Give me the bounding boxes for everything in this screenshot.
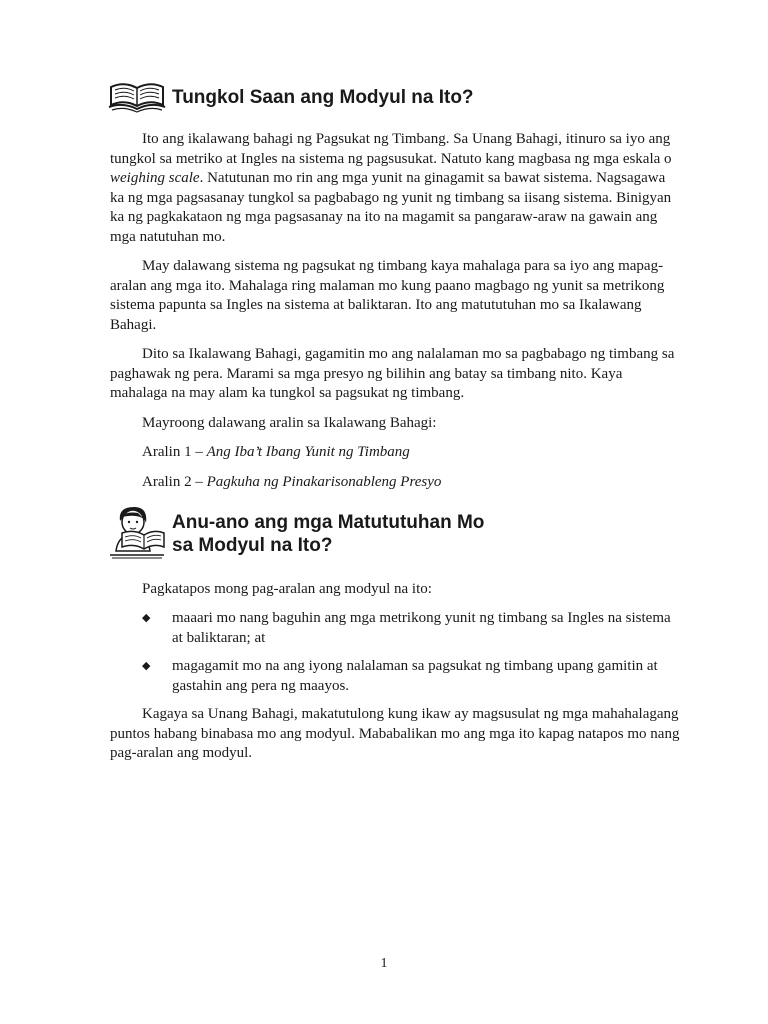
paragraph-2: May dalawang sistema ng pagsukat ng timbang kaya mahalaga para sa iyo ang mapag-aralan ang mga ito. Mahalaga ring malaman mo kung paano magbago ng yunit sa metrikong sistema papunta sa Ingles na sistema at baliktaran. Ito ang matututuhan mo sa Ikalawang Bahagi. bbox=[110, 258, 665, 333]
page-number: 1 bbox=[380, 956, 388, 971]
open-book-icon bbox=[108, 75, 166, 118]
bullet-item-1 bbox=[110, 609, 682, 648]
lesson-1 bbox=[110, 443, 682, 463]
section2-intro: Pagkatapos mong pag-aralan ang modyul na ito: bbox=[142, 581, 432, 597]
section1-body bbox=[110, 130, 682, 492]
lessons-intro: Mayroong dalawang aralin sa Ikalawang Bahagi: bbox=[142, 414, 437, 431]
paragraph-1-italic: weighing scale bbox=[110, 170, 200, 186]
paragraph-1 bbox=[110, 130, 682, 247]
paragraph-1-end: . Natutunan mo rin ang mga yunit na ginagamit sa bawat sistema. Nagsagawa ka ng mga pagsasanay tungkol sa pagbabago ng yunit ng timbang sa iisang sistema. Binigyan ka ng pagkakataon ng mga pagsasanay na ito na magamit sa pangaraw-araw na gawain ang mga natutuhan mo. bbox=[110, 170, 672, 245]
closing-paragraph: Kagaya sa Unang Bahagi, makatutulong kung ikaw ay magsusulat ng mga mahahalagang puntos habang binabasa mo ang modyul. Mababalikan mo ang mga ito kapag natapos mo nang pag-aralan ang modyul. bbox=[110, 706, 680, 761]
lesson-2-prefix: Aralin 2 – bbox=[142, 473, 207, 490]
diamond-bullet-icon: ◆ bbox=[142, 660, 151, 672]
lesson-2 bbox=[110, 473, 682, 493]
section2-intro-block bbox=[110, 580, 682, 600]
lesson-2-title: Pagkuha ng Pinakarisonableng Presyo bbox=[206, 473, 442, 490]
section1-heading: Tungkol Saan ang Modyul na Ito? bbox=[172, 87, 474, 108]
paragraph-3: Dito sa Ikalawang Bahagi, gagamitin mo ang nalalaman mo sa pagbabago ng timbang sa paghawak ng pera. Marami sa mga presyo ng bilihin ang batay sa timbang nito. Kaya mahalaga na may alam ka tungkol sa pagsukat ng timbang. bbox=[110, 346, 675, 401]
paragraph-1-start: Ito ang ikalawang bahagi ng Pagsukat ng Timbang. Sa Unang Bahagi, itinuro sa iyo ang tungkol sa metriko at Ingles na sistema ng pagsusukat. Natuto kang magbasa ng mga eskala o bbox=[110, 131, 672, 167]
diamond-bullet-icon: ◆ bbox=[142, 612, 151, 624]
lesson-1-prefix: Aralin 1 – bbox=[142, 444, 207, 460]
section2-heading: Anu-ano ang mga Matututuhan Mo sa Modyul na Ito? bbox=[172, 512, 485, 556]
bullet-text-1: maaari mo nang baguhin ang mga metrikong yunit ng timbang sa Ingles na sistema at baliktaran; at bbox=[172, 610, 671, 646]
section1-heading-row bbox=[108, 75, 474, 118]
bullet-text-2: magagamit mo na ang iyong nalalaman sa pagsukat ng timbang upang gamitin at gastahin ang pera ng maayos. bbox=[172, 658, 658, 694]
section2-closing-block bbox=[110, 705, 682, 764]
section2-heading-row bbox=[108, 503, 484, 564]
lesson-1-title: Ang Iba’t Ibang Yunit ng Timbang bbox=[206, 444, 410, 460]
student-reading-icon bbox=[108, 503, 166, 564]
bullet-item-2 bbox=[110, 657, 682, 696]
